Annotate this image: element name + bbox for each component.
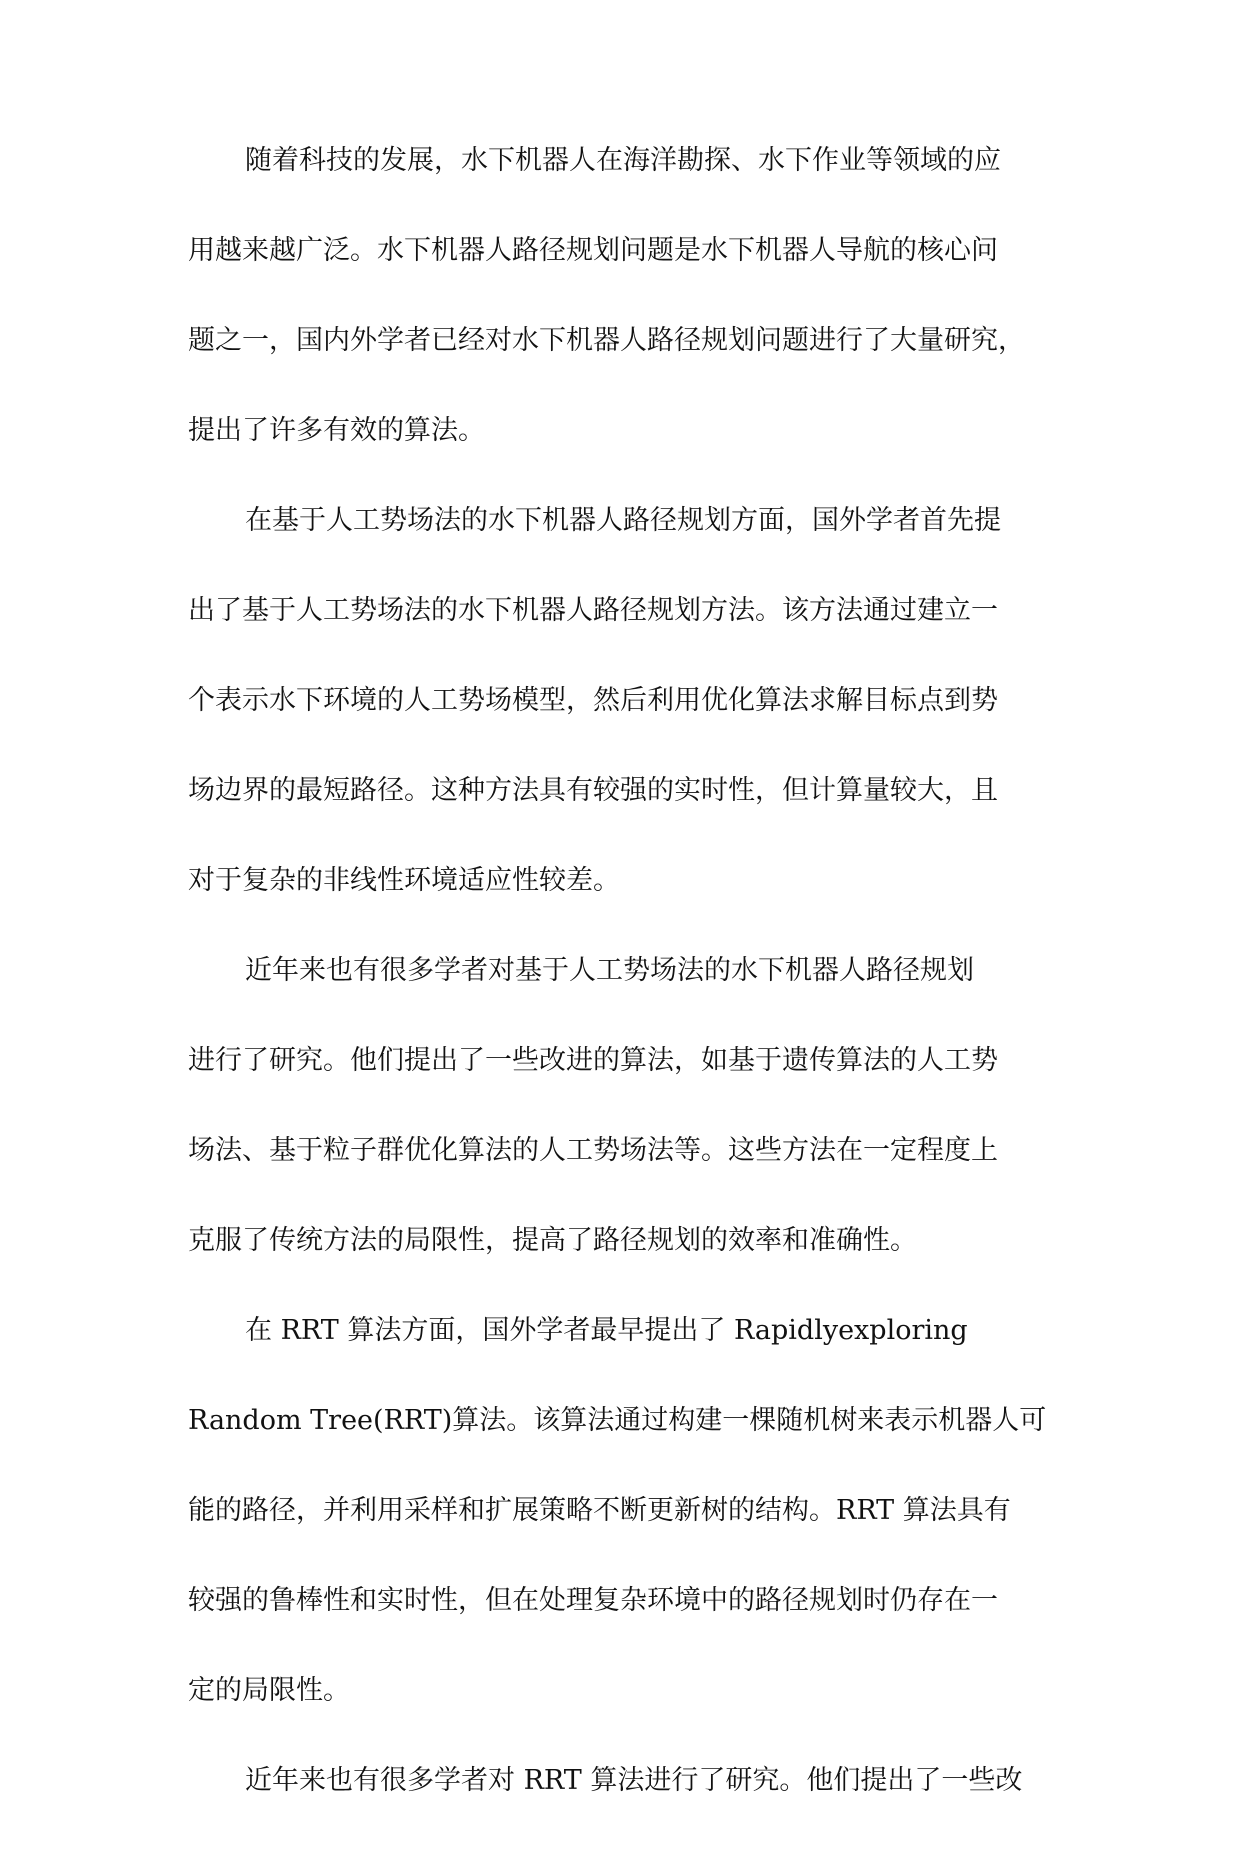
paragraph-2-line-3: 个表示水下环境的人工势场模型，然后利用优化算法求解目标点到势 — [188, 685, 998, 716]
paragraph-2-line-4: 场边界的最短路径。这种方法具有较强的实时性，但计算量较大，且 — [188, 775, 998, 806]
paragraph-3-line-4: 克服了传统方法的局限性，提高了路径规划的效率和准确性。 — [188, 1225, 917, 1256]
paragraph-2-line-5: 对于复杂的非线性环境适应性较差。 — [188, 865, 620, 896]
paragraph-4-line-3: 能的路径，并利用采样和扩展策略不断更新树的结构。RRT 算法具有 — [188, 1495, 1011, 1526]
paragraph-4-line-1: 在 RRT 算法方面，国外学者最早提出了 Rapidlyexploring — [245, 1315, 968, 1346]
paragraph-4-line-5: 定的局限性。 — [188, 1675, 350, 1706]
paragraph-3-line-1: 近年来也有很多学者对基于人工势场法的水下机器人路径规划 — [245, 955, 974, 986]
paragraph-3-line-3: 场法、基于粒子群优化算法的人工势场法等。这些方法在一定程度上 — [188, 1135, 998, 1166]
paragraph-1-line-3: 题之一，国内外学者已经对水下机器人路径规划问题进行了大量研究， — [188, 325, 1025, 356]
paragraph-3-line-2: 进行了研究。他们提出了一些改进的算法，如基于遗传算法的人工势 — [188, 1045, 998, 1076]
paragraph-4-line-2: Random Tree(RRT)算法。该算法通过构建一棵随机树来表示机器人可 — [188, 1405, 1047, 1436]
paragraph-1-line-1: 随着科技的发展，水下机器人在海洋勘探、水下作业等领域的应 — [245, 145, 1001, 176]
paragraph-2-line-2: 出了基于人工势场法的水下机器人路径规划方法。该方法通过建立一 — [188, 595, 998, 626]
paragraph-2-line-1: 在基于人工势场法的水下机器人路径规划方面，国外学者首先提 — [245, 505, 1001, 536]
paragraph-1-line-4: 提出了许多有效的算法。 — [188, 415, 485, 446]
paragraph-5-line-1: 近年来也有很多学者对 RRT 算法进行了研究。他们提出了一些改 — [245, 1765, 1023, 1796]
paragraph-1-line-2: 用越来越广泛。水下机器人路径规划问题是水下机器人导航的核心问 — [188, 235, 998, 266]
document-body — [188, 146, 1058, 1856]
paragraph-4-line-4: 较强的鲁棒性和实时性，但在处理复杂环境中的路径规划时仍存在一 — [188, 1585, 998, 1616]
